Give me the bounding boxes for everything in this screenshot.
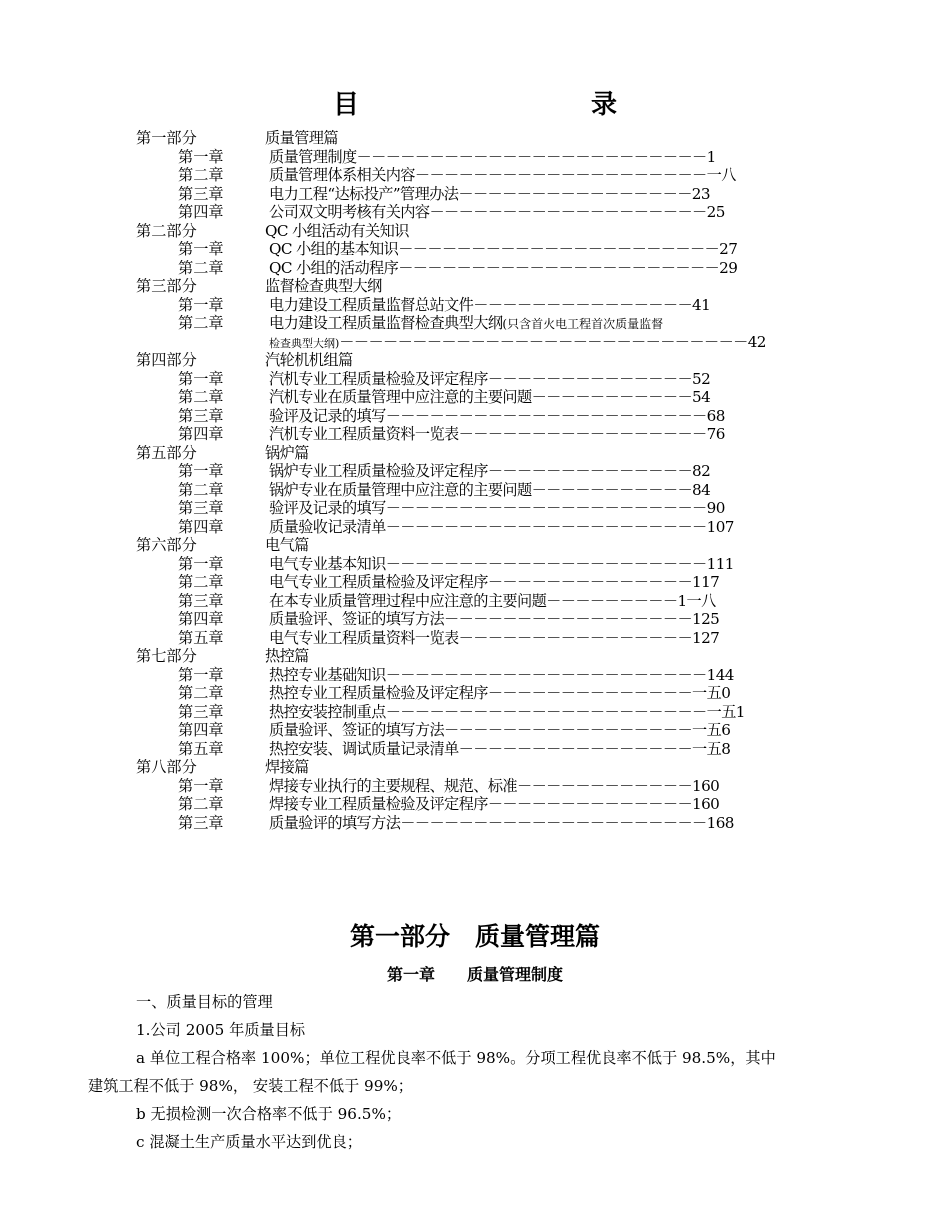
toc-entry-text xyxy=(265,647,309,666)
toc-entry-text xyxy=(269,185,710,204)
toc-entry-main: 质量验评、签证的填写方法－－－－－－－－－－－－－－－－－125 xyxy=(269,610,720,628)
toc-entry-main: 锅炉专业在质量管理中应注意的主要问题－－－－－－－－－－－84 xyxy=(269,480,711,499)
toc-label: 第八部分 xyxy=(136,758,197,776)
toc-entry-main: 焊接篇 xyxy=(265,758,309,776)
toc-chapter-row xyxy=(0,296,950,315)
toc-chapter-row xyxy=(0,721,950,740)
toc-label: 第二章 xyxy=(178,480,224,499)
toc-entry-note: (只含首火电工程首次质量监督 xyxy=(502,317,664,331)
toc-part-row xyxy=(0,758,950,777)
toc-entry-text xyxy=(269,462,710,481)
toc-part-row xyxy=(0,277,950,296)
toc-entry-text xyxy=(269,499,725,518)
toc-chapter-row xyxy=(0,259,950,278)
toc-entry-text xyxy=(269,333,766,354)
toc-entry-main: 电力建设工程质量监督总站文件－－－－－－－－－－－－－－－41 xyxy=(269,295,711,314)
toc-entry-text xyxy=(269,740,730,759)
toc-entry-text xyxy=(269,166,736,185)
toc-label: 第二章 xyxy=(178,166,224,184)
toc-chapter-row xyxy=(0,370,950,389)
toc-label: 第七部分 xyxy=(136,647,197,665)
toc-chapter-row xyxy=(0,240,950,259)
toc-entry-text xyxy=(269,240,737,259)
toc-entry-main: 汽机专业工程质量资料一览表－－－－－－－－－－－－－－－－－76 xyxy=(269,425,725,443)
toc-chapter-row xyxy=(0,555,950,574)
toc-entry-main: 电气篇 xyxy=(265,536,309,554)
toc-label: 第二章 xyxy=(178,795,224,813)
toc-label: 第三章 xyxy=(178,499,224,517)
toc-chapter-row xyxy=(0,203,950,222)
toc-entry-main: 汽机专业工程质量检验及评定程序－－－－－－－－－－－－－－52 xyxy=(269,369,711,388)
toc-entry-text xyxy=(269,148,716,167)
table-of-contents xyxy=(0,129,950,832)
toc-label: 第六部分 xyxy=(136,536,197,554)
toc-entry-text xyxy=(265,129,338,148)
toc-entry-main: 在本专业质量管理过程中应注意的主要问题－－－－－－－－－1一八 xyxy=(269,591,716,610)
toc-entry-text xyxy=(269,777,719,796)
toc-chapter-row xyxy=(0,314,950,333)
toc-part-row xyxy=(0,222,950,241)
toc-entry-text xyxy=(269,555,734,574)
toc-entry-main: QC 小组活动有关知识 xyxy=(265,221,409,240)
toc-entry-main: 质量验评的填写方法－－－－－－－－－－－－－－－－－－－－－168 xyxy=(269,813,734,832)
toc-label: 第一部分 xyxy=(136,129,197,147)
toc-label: 第四章 xyxy=(178,517,224,536)
toc-label: 第四部分 xyxy=(136,351,197,369)
toc-chapter-row xyxy=(0,166,950,185)
toc-chapter-row xyxy=(0,592,950,611)
body-text xyxy=(88,988,858,1156)
toc-entry-main: 焊接专业工程质量检验及评定程序－－－－－－－－－－－－－－160 xyxy=(269,795,720,813)
toc-entry-text xyxy=(265,351,353,370)
toc-entry-text xyxy=(269,259,737,278)
toc-label: 第四章 xyxy=(178,425,224,443)
toc-chapter-row xyxy=(0,407,950,426)
toc-entry-text xyxy=(265,277,382,296)
toc-entry-main: 锅炉专业工程质量检验及评定程序－－－－－－－－－－－－－－82 xyxy=(269,462,711,480)
section-title: 第一部分 质量管理篇 xyxy=(349,922,600,951)
toc-chapter-row xyxy=(0,333,950,352)
toc-chapter-row xyxy=(0,499,950,518)
toc-part-row xyxy=(0,351,950,370)
toc-label: 第一章 xyxy=(178,147,224,166)
toc-entry-main: 汽轮机机组篇 xyxy=(265,351,353,369)
toc-entry-text xyxy=(269,370,710,389)
toc-entry-text xyxy=(269,629,719,648)
toc-label: 第二章 xyxy=(178,684,224,702)
chapter-title: 第一章 质量管理制度 xyxy=(386,965,563,984)
toc-label: 第二章 xyxy=(178,314,224,332)
toc-entry-text xyxy=(269,296,710,315)
toc-label: 第一章 xyxy=(178,665,224,684)
toc-chapter-row xyxy=(0,425,950,444)
toc-chapter-row xyxy=(0,777,950,796)
paragraph: c 混凝土生产质量水平达到优良； xyxy=(136,1133,362,1151)
toc-entry-text xyxy=(269,592,716,611)
toc-chapter-row xyxy=(0,518,950,537)
toc-entry-main: 公司双文明考核有关内容－－－－－－－－－－－－－－－－－－－25 xyxy=(269,203,725,221)
paragraph: a 单位工程合格率 100%；单位工程优良率不低于 98%。分项工程优良率不低于 98.5%，其中 xyxy=(136,1049,776,1067)
paragraph: 1.公司 2005 年质量目标 xyxy=(136,1021,306,1039)
toc-label: 第五章 xyxy=(178,628,224,647)
toc-label: 第一章 xyxy=(178,776,224,795)
toc-entry-main: 热控专业基础知识－－－－－－－－－－－－－－－－－－－－－－144 xyxy=(269,665,734,684)
toc-chapter-row xyxy=(0,740,950,759)
toc-label: 第一章 xyxy=(178,295,224,314)
toc-entry-main: 汽机专业在质量管理中应注意的主要问题－－－－－－－－－－－54 xyxy=(269,388,711,406)
toc-entry-main: 锅炉篇 xyxy=(265,443,309,462)
toc-label: 第三章 xyxy=(178,591,224,610)
toc-entry-text xyxy=(269,721,730,740)
toc-label: 第五部分 xyxy=(136,443,197,462)
toc-label: 第二章 xyxy=(178,388,224,406)
toc-label: 第二章 xyxy=(178,258,224,277)
toc-entry-main: 电力建设工程质量监督检查典型大纲 xyxy=(269,314,503,332)
toc-entry-text xyxy=(269,425,725,444)
toc-entry-main: 热控专业工程质量检验及评定程序－－－－－－－－－－－－－－一五0 xyxy=(269,684,731,702)
toc-entry-main: 电力工程“达标投产”管理办法－－－－－－－－－－－－－－－－23 xyxy=(269,184,710,203)
toc-entry-text xyxy=(265,222,409,241)
toc-entry-leader: －－－－－－－－－－－－－－－－－－－－－－－－－－－－42 xyxy=(339,332,766,351)
toc-entry-text xyxy=(265,444,309,463)
toc-chapter-row xyxy=(0,629,950,648)
toc-chapter-row xyxy=(0,703,950,722)
toc-entry-text xyxy=(269,795,719,814)
toc-chapter-row xyxy=(0,462,950,481)
toc-chapter-row xyxy=(0,148,950,167)
toc-entry-main: 热控安装控制重点－－－－－－－－－－－－－－－－－－－－－－一五1 xyxy=(269,702,745,721)
toc-chapter-row xyxy=(0,795,950,814)
toc-label: 第四章 xyxy=(178,721,224,739)
toc-label: 第一章 xyxy=(178,240,224,258)
toc-part-row xyxy=(0,647,950,666)
toc-chapter-row xyxy=(0,666,950,685)
toc-chapter-row xyxy=(0,185,950,204)
toc-entry-main: 质量管理制度－－－－－－－－－－－－－－－－－－－－－－－－1 xyxy=(269,147,716,166)
toc-entry-text xyxy=(269,684,730,703)
toc-part-row xyxy=(0,129,950,148)
toc-entry-main: 焊接专业执行的主要规程、规范、标准－－－－－－－－－－－－160 xyxy=(269,776,720,795)
toc-label: 第四章 xyxy=(178,203,224,221)
toc-title: 目 录 xyxy=(332,90,677,120)
toc-entry-text xyxy=(269,610,719,629)
toc-label: 第二章 xyxy=(178,573,224,591)
toc-chapter-row xyxy=(0,388,950,407)
toc-entry-main: 电气专业工程质量资料一览表－－－－－－－－－－－－－－－－127 xyxy=(269,628,720,647)
toc-label: 第三章 xyxy=(178,702,224,721)
toc-entry-text xyxy=(269,703,745,722)
toc-label: 第三部分 xyxy=(136,277,197,295)
toc-entry-text xyxy=(269,814,734,833)
toc-label: 第五章 xyxy=(178,739,224,758)
toc-entry-text xyxy=(265,758,309,777)
toc-entry-text xyxy=(269,203,725,222)
toc-entry-text xyxy=(269,314,663,334)
toc-entry-text xyxy=(269,666,734,685)
toc-chapter-row xyxy=(0,481,950,500)
toc-entry-main: 验评及记录的填写－－－－－－－－－－－－－－－－－－－－－－90 xyxy=(269,499,725,517)
toc-entry-main: 电气专业基本知识－－－－－－－－－－－－－－－－－－－－－－111 xyxy=(269,554,734,573)
toc-entry-main: 质量管理篇 xyxy=(265,129,338,147)
toc-part-row xyxy=(0,536,950,555)
toc-entry-text xyxy=(269,518,734,537)
toc-entry-text xyxy=(269,388,710,407)
toc-label: 第一章 xyxy=(178,369,224,388)
paragraph: 一、质量目标的管理 xyxy=(136,993,273,1011)
toc-label: 第一章 xyxy=(178,462,224,480)
toc-entry-main: 监督检查典型大纲 xyxy=(265,277,382,295)
toc-chapter-row xyxy=(0,573,950,592)
toc-part-row xyxy=(0,444,950,463)
toc-entry-main: 热控安装、调试质量记录清单－－－－－－－－－－－－－－－－一五8 xyxy=(269,739,731,758)
toc-entry-note: 检查典型大纲) xyxy=(269,336,340,350)
toc-chapter-row xyxy=(0,610,950,629)
toc-chapter-row xyxy=(0,684,950,703)
toc-entry-text xyxy=(269,573,719,592)
toc-entry-text xyxy=(269,407,725,426)
toc-entry-main: QC 小组的基本知识－－－－－－－－－－－－－－－－－－－－－－27 xyxy=(269,240,738,258)
toc-chapter-row xyxy=(0,814,950,833)
toc-entry-main: 质量验收记录清单－－－－－－－－－－－－－－－－－－－－－－107 xyxy=(269,517,734,536)
toc-entry-main: 热控篇 xyxy=(265,647,309,665)
paragraph: 建筑工程不低于 98%， 安装工程不低于 99%； xyxy=(88,1077,413,1095)
toc-label: 第二部分 xyxy=(136,221,197,240)
toc-label: 第三章 xyxy=(178,406,224,425)
toc-entry-main: QC 小组的活动程序－－－－－－－－－－－－－－－－－－－－－－29 xyxy=(269,258,738,277)
toc-label: 第三章 xyxy=(178,813,224,832)
toc-entry-main: 电气专业工程质量检验及评定程序－－－－－－－－－－－－－－117 xyxy=(269,573,720,591)
toc-entry-text xyxy=(269,481,710,500)
toc-label: 第三章 xyxy=(178,184,224,203)
toc-label: 第一章 xyxy=(178,554,224,573)
toc-entry-main: 质量管理体系相关内容－－－－－－－－－－－－－－－－－－－－一八 xyxy=(269,166,736,184)
toc-entry-main: 验评及记录的填写－－－－－－－－－－－－－－－－－－－－－－68 xyxy=(269,406,725,425)
toc-entry-main: 质量验评、签证的填写方法－－－－－－－－－－－－－－－－－一五6 xyxy=(269,721,731,739)
toc-entry-text xyxy=(265,536,309,555)
paragraph: b 无损检测一次合格率不低于 96.5%； xyxy=(136,1105,402,1123)
toc-label: 第四章 xyxy=(178,610,224,628)
